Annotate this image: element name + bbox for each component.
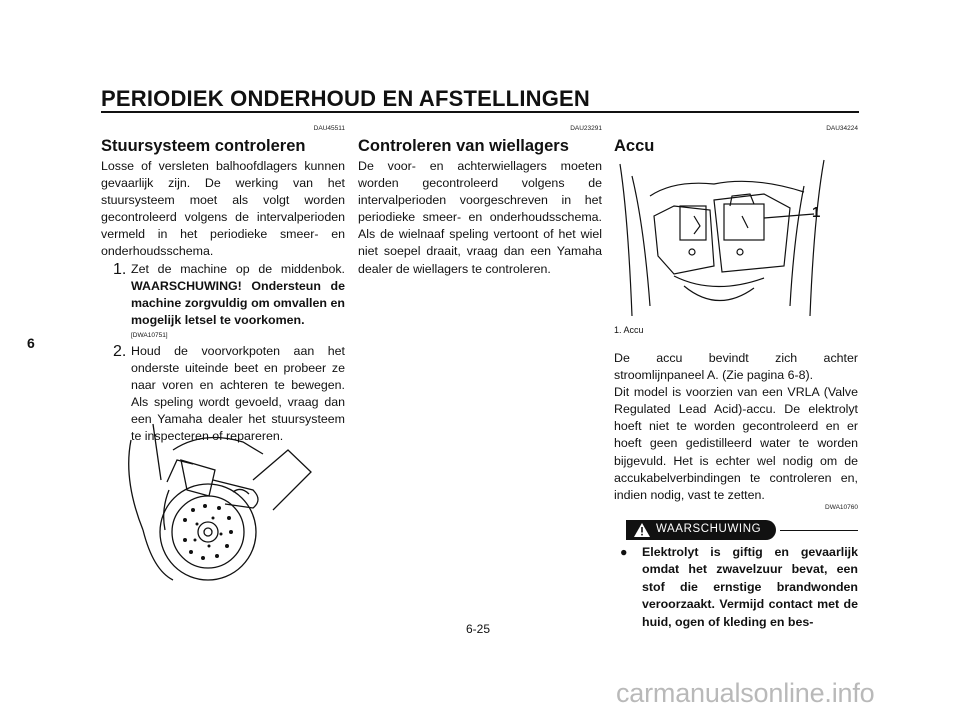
page-number: 6-25 <box>466 622 491 636</box>
warning-label: WAARSCHUWING <box>656 523 762 535</box>
warning-banner <box>626 520 776 540</box>
page-header-title: PERIODIEK ONDERHOUD EN AFSTELLINGEN <box>101 86 590 111</box>
battery-location-illustration <box>614 156 858 318</box>
header-rule <box>101 111 859 113</box>
steering-check-illustration <box>113 420 313 582</box>
section-heading: Controleren van wiellagers <box>358 137 569 155</box>
watermark-logo: carmanualsonline.info <box>616 678 875 708</box>
warning-rule <box>780 530 858 531</box>
section-body: De voor- en achterwiellagers moeten worden gecontroleerd volgens de intervalperioden voorgeschreven in het periodieke smeer- en onderhoudsschema. Als de wielnaaf speling vertoont of het wiel niet soepel draait, vraag dan een Yamaha dealer de wiellagers te controleren. <box>358 159 602 276</box>
figure-callout-number: 1 <box>812 204 821 221</box>
section-heading: Stuursysteem controleren <box>101 137 306 155</box>
section-intro: Losse of versleten balhoofdlagers kunnen gevaarlijk zijn. De werking van het stuursysteem moet als volgt worden gecontroleerd volgens de intervalperioden vermeld in het periodieke smeer- en onderhoudsschema. <box>101 159 345 259</box>
chapter-tab <box>0 335 60 352</box>
warning-code: [DWA10751] <box>131 331 168 339</box>
step-number: 2. <box>113 342 127 360</box>
section-code: DAU45511 <box>313 125 345 132</box>
bullet-icon: ● <box>620 545 628 559</box>
warning-code: DWA10760 <box>825 504 858 511</box>
step-number: 1. <box>113 260 127 278</box>
warning-icon <box>634 523 650 540</box>
warning-bullet-text: Elektrolyt is giftig en gevaarlijk omdat het zwavelzuur bevat, een stof die ernstige brandwonden veroorzaakt. Vermijd contact met de huid, ogen of kleding en bes- <box>642 545 858 629</box>
section-steering <box>101 124 345 446</box>
step-1 <box>101 261 345 339</box>
step-text: Houd de voorvorkpoten aan het onderste uiteinde beet en probeer ze naar voren en achteren te bewegen. Als speling wordt gevoeld, vraag dan een Yamaha dealer het stuursysteem te inspecteren of repareren. <box>131 343 345 444</box>
step-warning: WAARSCHUWING! Ondersteun de machine zorgvuldig om omvallen en mogelijk letsel te voorkomen. <box>131 278 345 327</box>
section-wheel-bearings <box>358 124 602 278</box>
battery-text <box>614 350 858 504</box>
figure-caption: 1. Accu <box>614 325 644 335</box>
section-code: DAU34224 <box>826 125 858 132</box>
step-text: Zet de machine op de middenbok. <box>131 261 345 276</box>
battery-location-text: De accu bevindt zich achter stroomlijnpaneel A. (Zie pagina 6-8). <box>614 351 858 383</box>
battery-info-text: Dit model is voorzien van een VRLA (Valve Regulated Lead Acid)-accu. De elektrolyt hoeft niet te worden gecontroleerd en er hoeft geen gedistilleerd water te worden bijgevuld. Het is echter wel nodig om de accukabelverbindingen te controleren en, indien nodig, vast te zetten. <box>614 385 858 502</box>
section-heading: Accu <box>614 137 655 155</box>
chapter-number: 6 <box>27 335 35 351</box>
section-code: DAU23291 <box>570 125 602 132</box>
section-battery <box>614 124 858 158</box>
warning-bullet <box>620 544 858 631</box>
